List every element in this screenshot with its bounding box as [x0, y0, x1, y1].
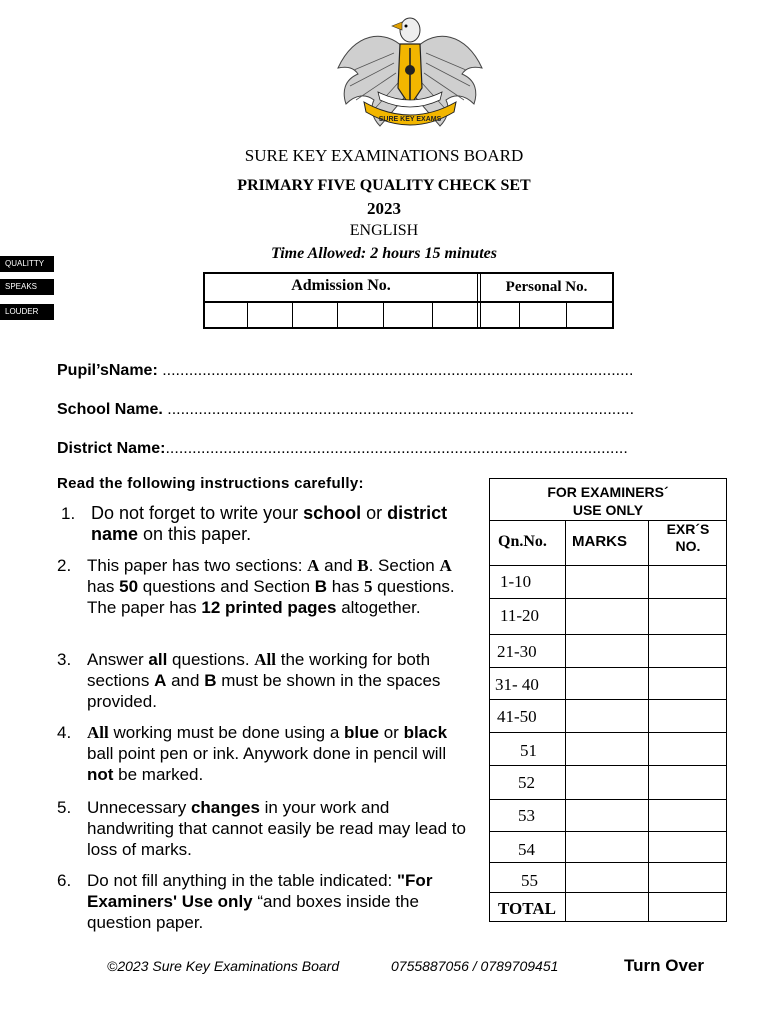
instruction-item-1: 1. Do not forget to write your school or district name on this paper. [61, 503, 448, 544]
qn-cell: 53 [518, 806, 535, 825]
admission-box-divider [432, 301, 433, 327]
pupil-name-field[interactable] [57, 362, 633, 380]
side-tag-2: SPEAKS [0, 279, 54, 295]
district-name-field[interactable] [57, 440, 628, 458]
footer-copyright: ©2023 Sure Key Examinations Board [107, 958, 340, 974]
examiners-use-table [489, 478, 727, 922]
paper-year: 2023 [367, 199, 401, 218]
qn-cell: 54 [518, 840, 535, 859]
admission-box-divider [337, 301, 338, 327]
personal-box-divider [566, 301, 567, 327]
instruction-number: 1. [61, 504, 76, 523]
board-name: SURE KEY EXAMINATIONS BOARD [244, 146, 524, 165]
district-name-label: District Name: [57, 440, 166, 457]
column-examiner-no: EXR´S NO. [666, 521, 710, 554]
paper-subject: ENGLISH [349, 222, 419, 239]
column-marks: MARKS [572, 533, 627, 550]
qn-range-cell: 31- 40 [495, 675, 539, 694]
school-name-label: School Name. [57, 401, 163, 418]
logo-banner-text: SURE KEY EXAMS [378, 116, 442, 123]
admission-box-divider [247, 301, 248, 327]
column-qn-no: Qn.No. [498, 533, 547, 550]
instruction-number: 4. [57, 723, 72, 742]
qn-range-cell: 11-20 [500, 606, 540, 625]
qn-range-cell: 1-10 [500, 572, 532, 591]
side-tag-3: LOUDER [0, 304, 54, 320]
school-name-field[interactable] [57, 401, 634, 419]
instruction-item-2: 2. This paper has two sections: A and B. Section A has 50 questions and Section B has 5 questions. The paper has 12 printed pages altogether. [57, 556, 455, 617]
personal-label: Personal No. [505, 279, 588, 295]
paper-title: PRIMARY FIVE QUALITY CHECK SET [237, 177, 531, 194]
instruction-number: 5. [57, 798, 72, 817]
instructions-heading: Read the following instructions carefully: [57, 475, 364, 492]
admission-number-table [203, 272, 614, 329]
instruction-number: 2. [57, 556, 72, 575]
personal-box-divider [519, 301, 520, 327]
instruction-number: 3. [57, 650, 72, 669]
footer-phones: 0755887056 / 0789709451 [391, 958, 559, 974]
admission-label: Admission No. [291, 277, 391, 294]
total-cell: TOTAL [498, 899, 556, 918]
admission-box-divider [292, 301, 293, 327]
instruction-item-6: 6. Do not fill anything in the table indicated: "For Examiners' Use only “and boxes inside the question paper. [57, 871, 433, 932]
pupil-name-label: Pupil’sName: [57, 362, 158, 379]
qn-cell: 51 [520, 741, 537, 760]
qn-cell: 52 [518, 773, 535, 792]
district-name-line[interactable]: ........................................................................................................ [165, 440, 628, 457]
side-tag-1: QUALITTY [0, 256, 54, 272]
instruction-item-5: 5. Unnecessary changes in your work and handwriting that cannot easily be read may lead to loss of marks. [57, 798, 466, 859]
pupil-name-line[interactable]: .......................................................................................................... [162, 362, 634, 379]
exam-board-logo [334, 8, 486, 140]
admission-box-divider [383, 301, 384, 327]
time-allowed: Time Allowed: 2 hours 15 minutes [271, 245, 497, 262]
instruction-item-4: 4. All working must be done using a blue or black ball point pen or ink. Anywork done in pencil will not be marked. [57, 723, 448, 784]
instruction-item-3: 3. Answer all questions. All the working for both sections A and B must be shown in the spaces provided. [57, 650, 441, 711]
examiners-table-title: FOR EXAMINERS´ USE ONLY [547, 484, 669, 518]
qn-cell: 55 [521, 871, 538, 890]
instruction-number: 6. [57, 871, 72, 890]
qn-range-cell: 41-50 [497, 707, 537, 726]
school-name-line[interactable]: ......................................................................................................... [167, 401, 635, 418]
qn-range-cell: 21-30 [497, 642, 537, 661]
turn-over-label: Turn Over [624, 956, 704, 975]
